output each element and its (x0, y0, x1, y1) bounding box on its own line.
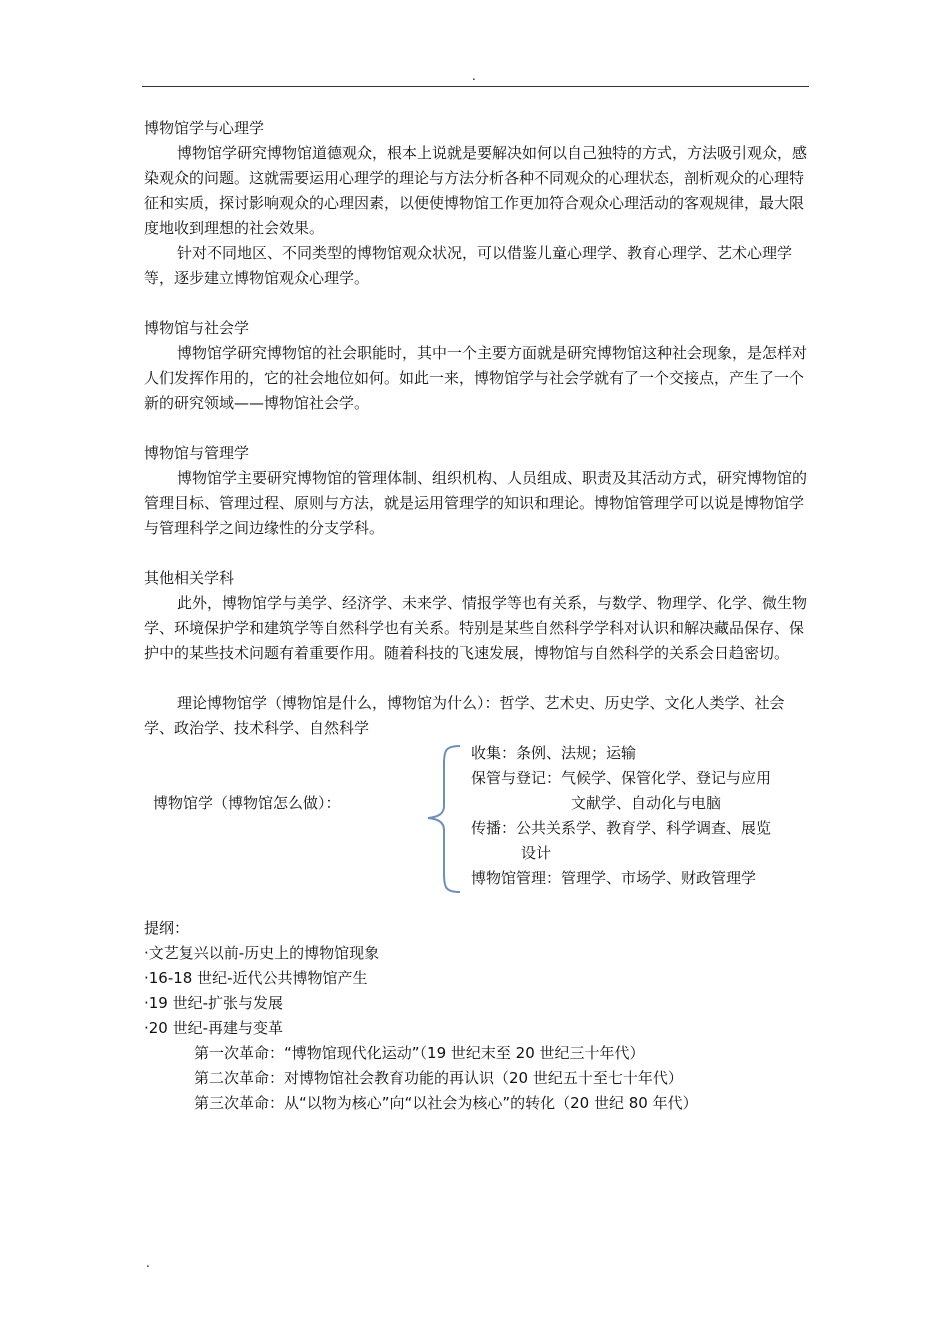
branch-collection: 收集：条例、法规；运输 (471, 744, 637, 762)
branch-management: 博物馆管理：管理学、市场学、财政管理学 (471, 869, 757, 887)
paragraph: 此外，博物馆学与美学、经济学、未来学、情报学等也有关系，与数学、物理学、化学、微生物学、环境保护学和建筑学等自然科学也有关系。特别是某些自然科学学科对认识和解决藏品保存、保护中的某些技术问题有着重要作用。随着科技的飞速发展，博物馆与自然科学的关系会日趋密切。 (144, 594, 808, 662)
practice-diagram (144, 741, 812, 894)
paragraph: 博物馆学主要研究博物馆的管理体制、组织机构、人员组成、职责及其活动方式，研究博物馆的管理目标、管理过程、原则与方法，就是运用管理学的知识和理论。博物馆管理学可以说是博物馆学与管理科学之间边缘性的分支学科。 (144, 469, 808, 537)
paragraph: 博物馆学研究博物馆道德观众，根本上说就是要解决如何以自己独特的方式，方法吸引观众，感染观众的问题。这就需要运用心理学的理论与方法分析各种不同观众的心理状态，剖析观众的心理特征和实质，探讨影响观众的心理因素，以便使博物馆工作更加符合观众心理活动的客观规律，最大限度地收到理想的社会效果。 (144, 144, 808, 237)
paragraph: 针对不同地区、不同类型的博物馆观众状况，可以借鉴儿童心理学、教育心理学、艺术心理学等，逐步建立博物馆观众心理学。 (144, 244, 793, 287)
paragraph: 博物馆学研究博物馆的社会职能时，其中一个主要方面就是研究博物馆这种社会现象，是怎样对人们发挥作用的，它的社会地位如何。如此一来，博物馆学与社会学就有了一个交接点，产生了一个新的研究领域——博物馆社会学。 (144, 344, 808, 412)
outline-item: ·16-18 世纪-近代公共博物馆产生 (144, 969, 368, 987)
branch-communication: 传播：公共关系学、教育学、科学调查、展览 (471, 819, 772, 837)
branch-communication-cont: 设计 (521, 844, 552, 862)
section-heading-management: 博物馆与管理学 (144, 444, 250, 462)
section-heading-sociology: 博物馆与社会学 (144, 319, 250, 337)
practice-label: 博物馆学（博物馆怎么做）： (153, 794, 341, 812)
revolution-item: 第三次革命：从“以物为核心”向“以社会为核心”的转化（20 世纪 80 年代） (194, 1094, 698, 1112)
branch-conservation-cont: 文献学、自动化与电脑 (571, 794, 722, 812)
footer-mark: . (146, 1256, 150, 1270)
outline-heading: 提纲： (144, 919, 190, 937)
revolution-item: 第二次革命：对博物馆社会教育功能的再认识（20 世纪五十至七十年代） (194, 1069, 683, 1087)
section-heading-psychology: 博物馆学与心理学 (144, 119, 265, 137)
outline-item: ·19 世纪-扩张与发展 (144, 994, 284, 1012)
curly-brace (422, 744, 464, 894)
document-body (144, 116, 812, 1116)
theory-museology: 理论博物馆学（博物馆是什么，博物馆为什么）：哲学、艺术史、历史学、文化人类学、社会学、政治学、技术科学、自然科学 (144, 694, 785, 737)
header-mark: . (472, 69, 476, 83)
branch-conservation: 保管与登记：气候学、保管化学、登记与应用 (471, 769, 772, 787)
revolution-item: 第一次革命：“博物馆现代化运动”（19 世纪末至 20 世纪三十年代） (194, 1044, 645, 1062)
outline-item: ·文艺复兴以前-历史上的博物馆现象 (144, 944, 380, 962)
outline-item: ·20 世纪-再建与变革 (144, 1019, 284, 1037)
header-rule (142, 86, 809, 87)
section-heading-other: 其他相关学科 (144, 569, 235, 587)
